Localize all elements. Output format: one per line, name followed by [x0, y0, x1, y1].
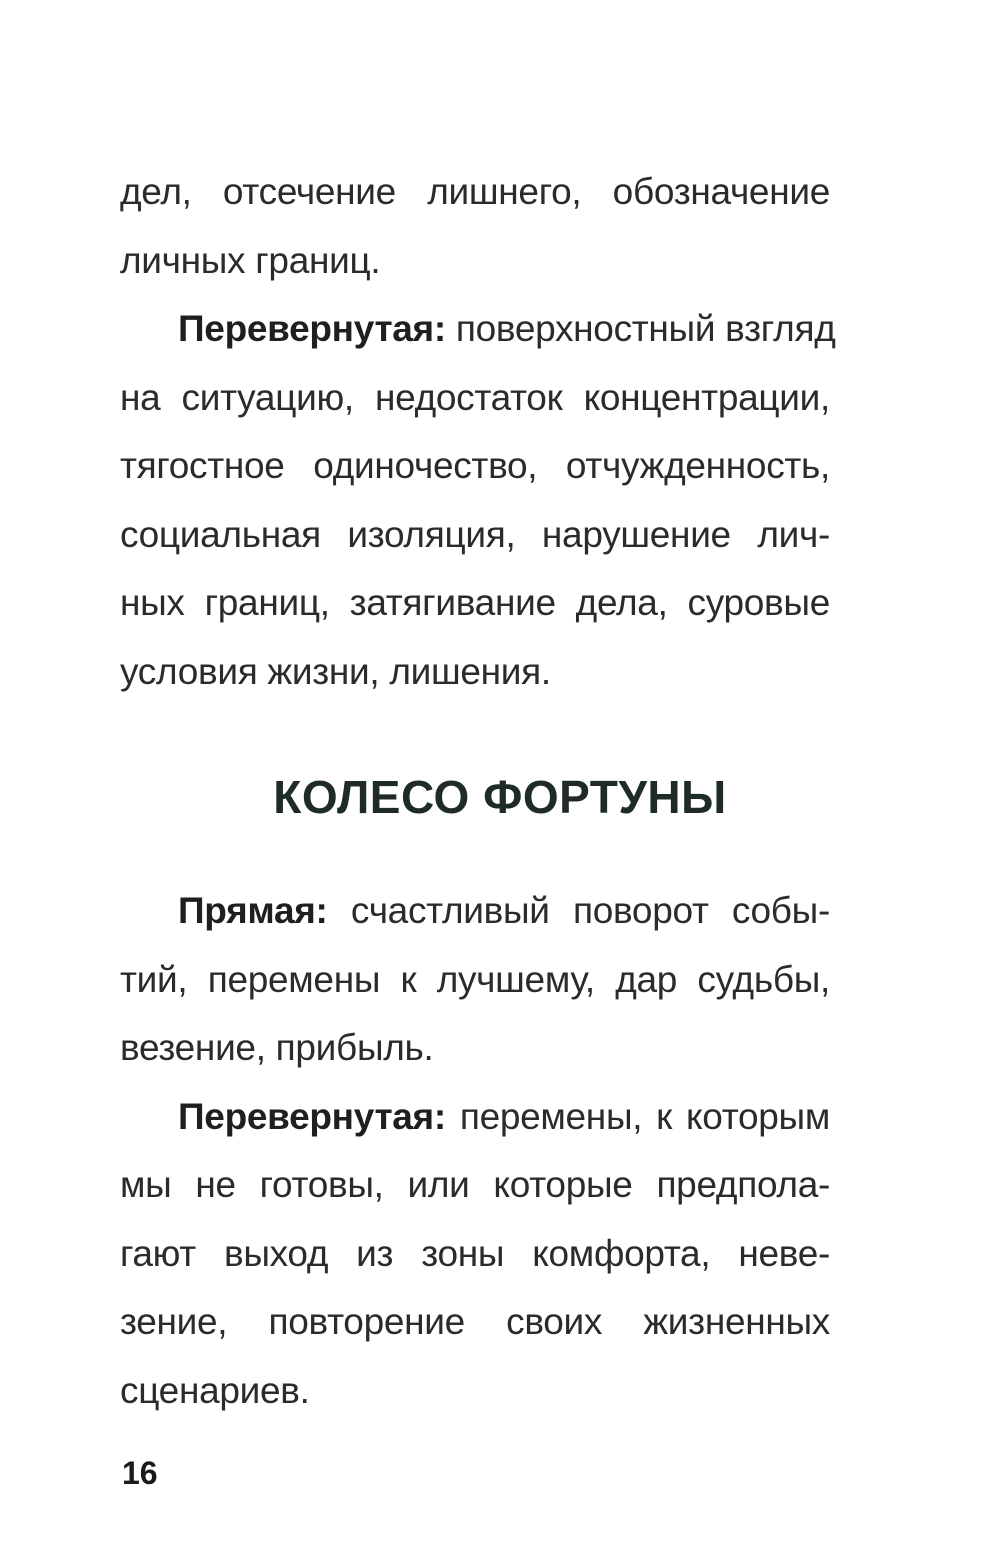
text-line: тягостное одиночество, отчужденность,: [120, 445, 830, 486]
text-line: гают выход из зоны комфорта, неве-: [120, 1232, 830, 1274]
reversed-paragraph-first-line: [120, 295, 836, 364]
text-line: ных границ, затягивание дела, суровые: [120, 582, 830, 623]
reversed-first-line-text: поверхностный взгляд: [455, 308, 836, 349]
upright-label: Прямая:: [178, 890, 328, 931]
text-line: тий, перемены к лучшему, дар судьбы,: [120, 958, 830, 1000]
text-line: социальная изоляция, нарушение лич-: [120, 513, 830, 555]
text-line: дел, отсечение лишнего, обозначение: [120, 171, 830, 212]
text-line: мы не готовы, или которые предпола-: [120, 1164, 830, 1205]
upright-first-line-text: счастливый поворот собы-: [350, 890, 831, 931]
text-line: условия жизни, лишения.: [120, 650, 551, 692]
section-title: КОЛЕСО ФОРТУНЫ: [273, 771, 727, 823]
text-line: на ситуацию, недостаток концентрации,: [120, 376, 830, 418]
text-line: сценариев.: [120, 1369, 310, 1411]
upper-text-block: [120, 158, 836, 706]
reversed-label: Перевернутая:: [178, 308, 446, 349]
reversed-first-line-text: перемены, к которым: [459, 1095, 830, 1137]
upright-paragraph-first-line: [120, 877, 830, 946]
reversed-label: Перевернутая:: [178, 1095, 446, 1137]
text-line: зение, повторение своих жизненных: [120, 1301, 830, 1342]
page-number: 16: [122, 1455, 158, 1491]
text-line: личных границ.: [120, 239, 381, 281]
text-line: везение, прибыль.: [120, 1027, 434, 1068]
reversed-paragraph-first-line: [120, 1083, 830, 1152]
wheel-text-block: [120, 877, 830, 1425]
